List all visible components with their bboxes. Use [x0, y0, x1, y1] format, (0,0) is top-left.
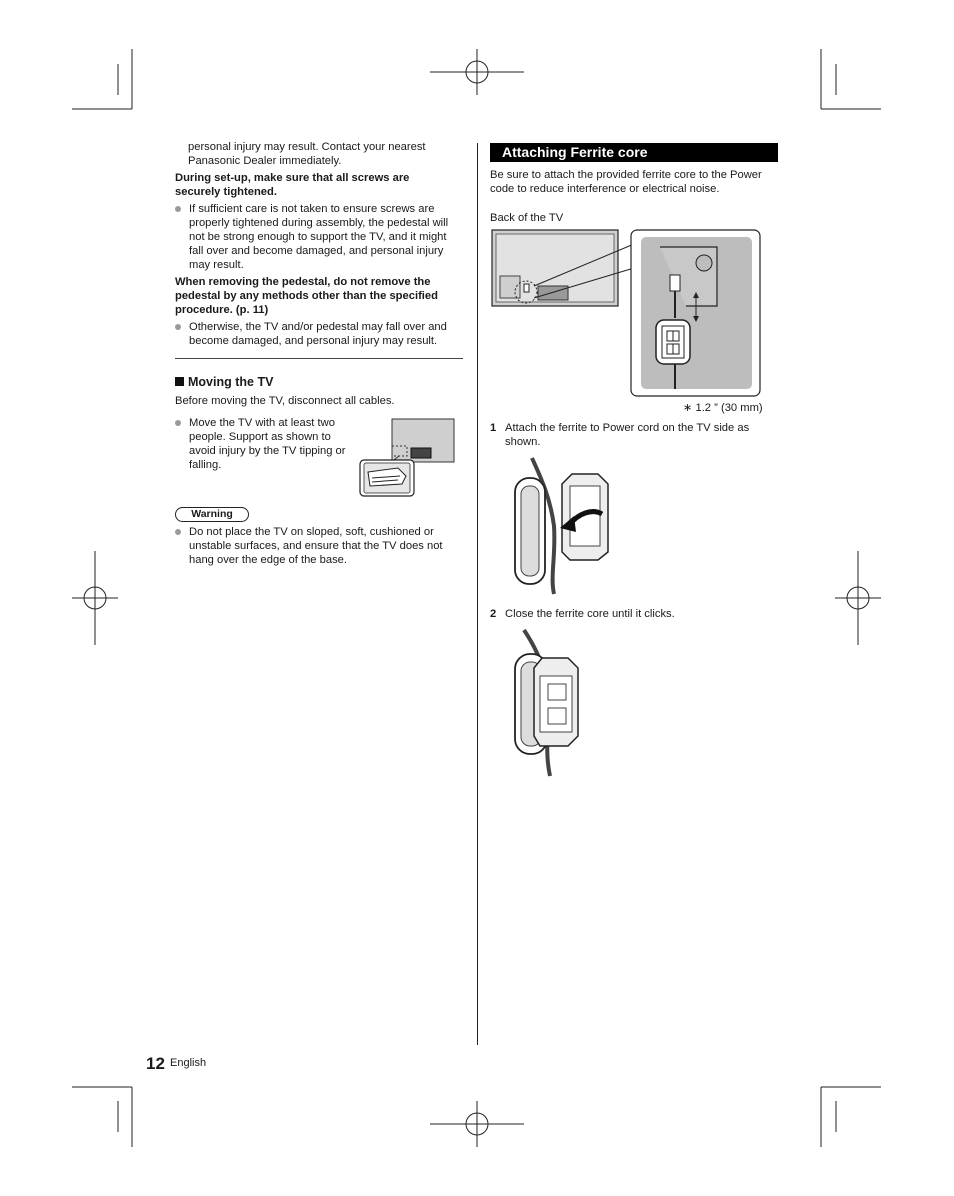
closed-ferrite-illustration [510, 628, 590, 778]
intro-continuation: personal injury may result. Contact your nearest Panasonic Dealer immediately. [188, 141, 426, 167]
remove-warning-heading: When removing the pedestal, do not remove the pedestal by any methods other than the specified procedure. (p. 11) [175, 276, 438, 316]
step2-text: Close the ferrite core until it clicks. [505, 608, 675, 620]
bullet-dot-icon [175, 206, 181, 212]
language-label: English [170, 1057, 207, 1069]
step1-number: 1 [490, 422, 497, 434]
back-of-tv-illustration [490, 228, 762, 398]
moving-intro: Before moving the TV, disconnect all cables. [175, 395, 395, 407]
step2-number: 2 [490, 608, 497, 620]
section-title: Attaching Ferrite core [490, 143, 778, 162]
warning-label: Warning [175, 507, 249, 522]
ferrite-intro: Be sure to attach the provided ferrite core to the Power code to reduce interference or electrical noise. [490, 169, 762, 195]
bullet-dot-icon [175, 529, 181, 535]
moving-tv-illustration [358, 416, 456, 498]
moving-heading: Moving the TV [175, 373, 273, 391]
setup-warning-heading: During set-up, make sure that all screws are securely tightened. [175, 172, 410, 198]
column-divider [477, 143, 478, 1045]
open-ferrite-illustration [510, 456, 610, 596]
black-square-icon [175, 377, 184, 386]
step1-text: Attach the ferrite to Power cord on the TV side as shown. [505, 422, 750, 448]
bullet-dot-icon [175, 420, 181, 426]
measure-note: ∗ 1.2 ” (30 mm) [683, 402, 763, 414]
back-of-tv-label: Back of the TV [490, 212, 564, 224]
bullet-dot-icon [175, 324, 181, 330]
section-divider [175, 358, 463, 359]
page-number: 12 [146, 1054, 165, 1073]
